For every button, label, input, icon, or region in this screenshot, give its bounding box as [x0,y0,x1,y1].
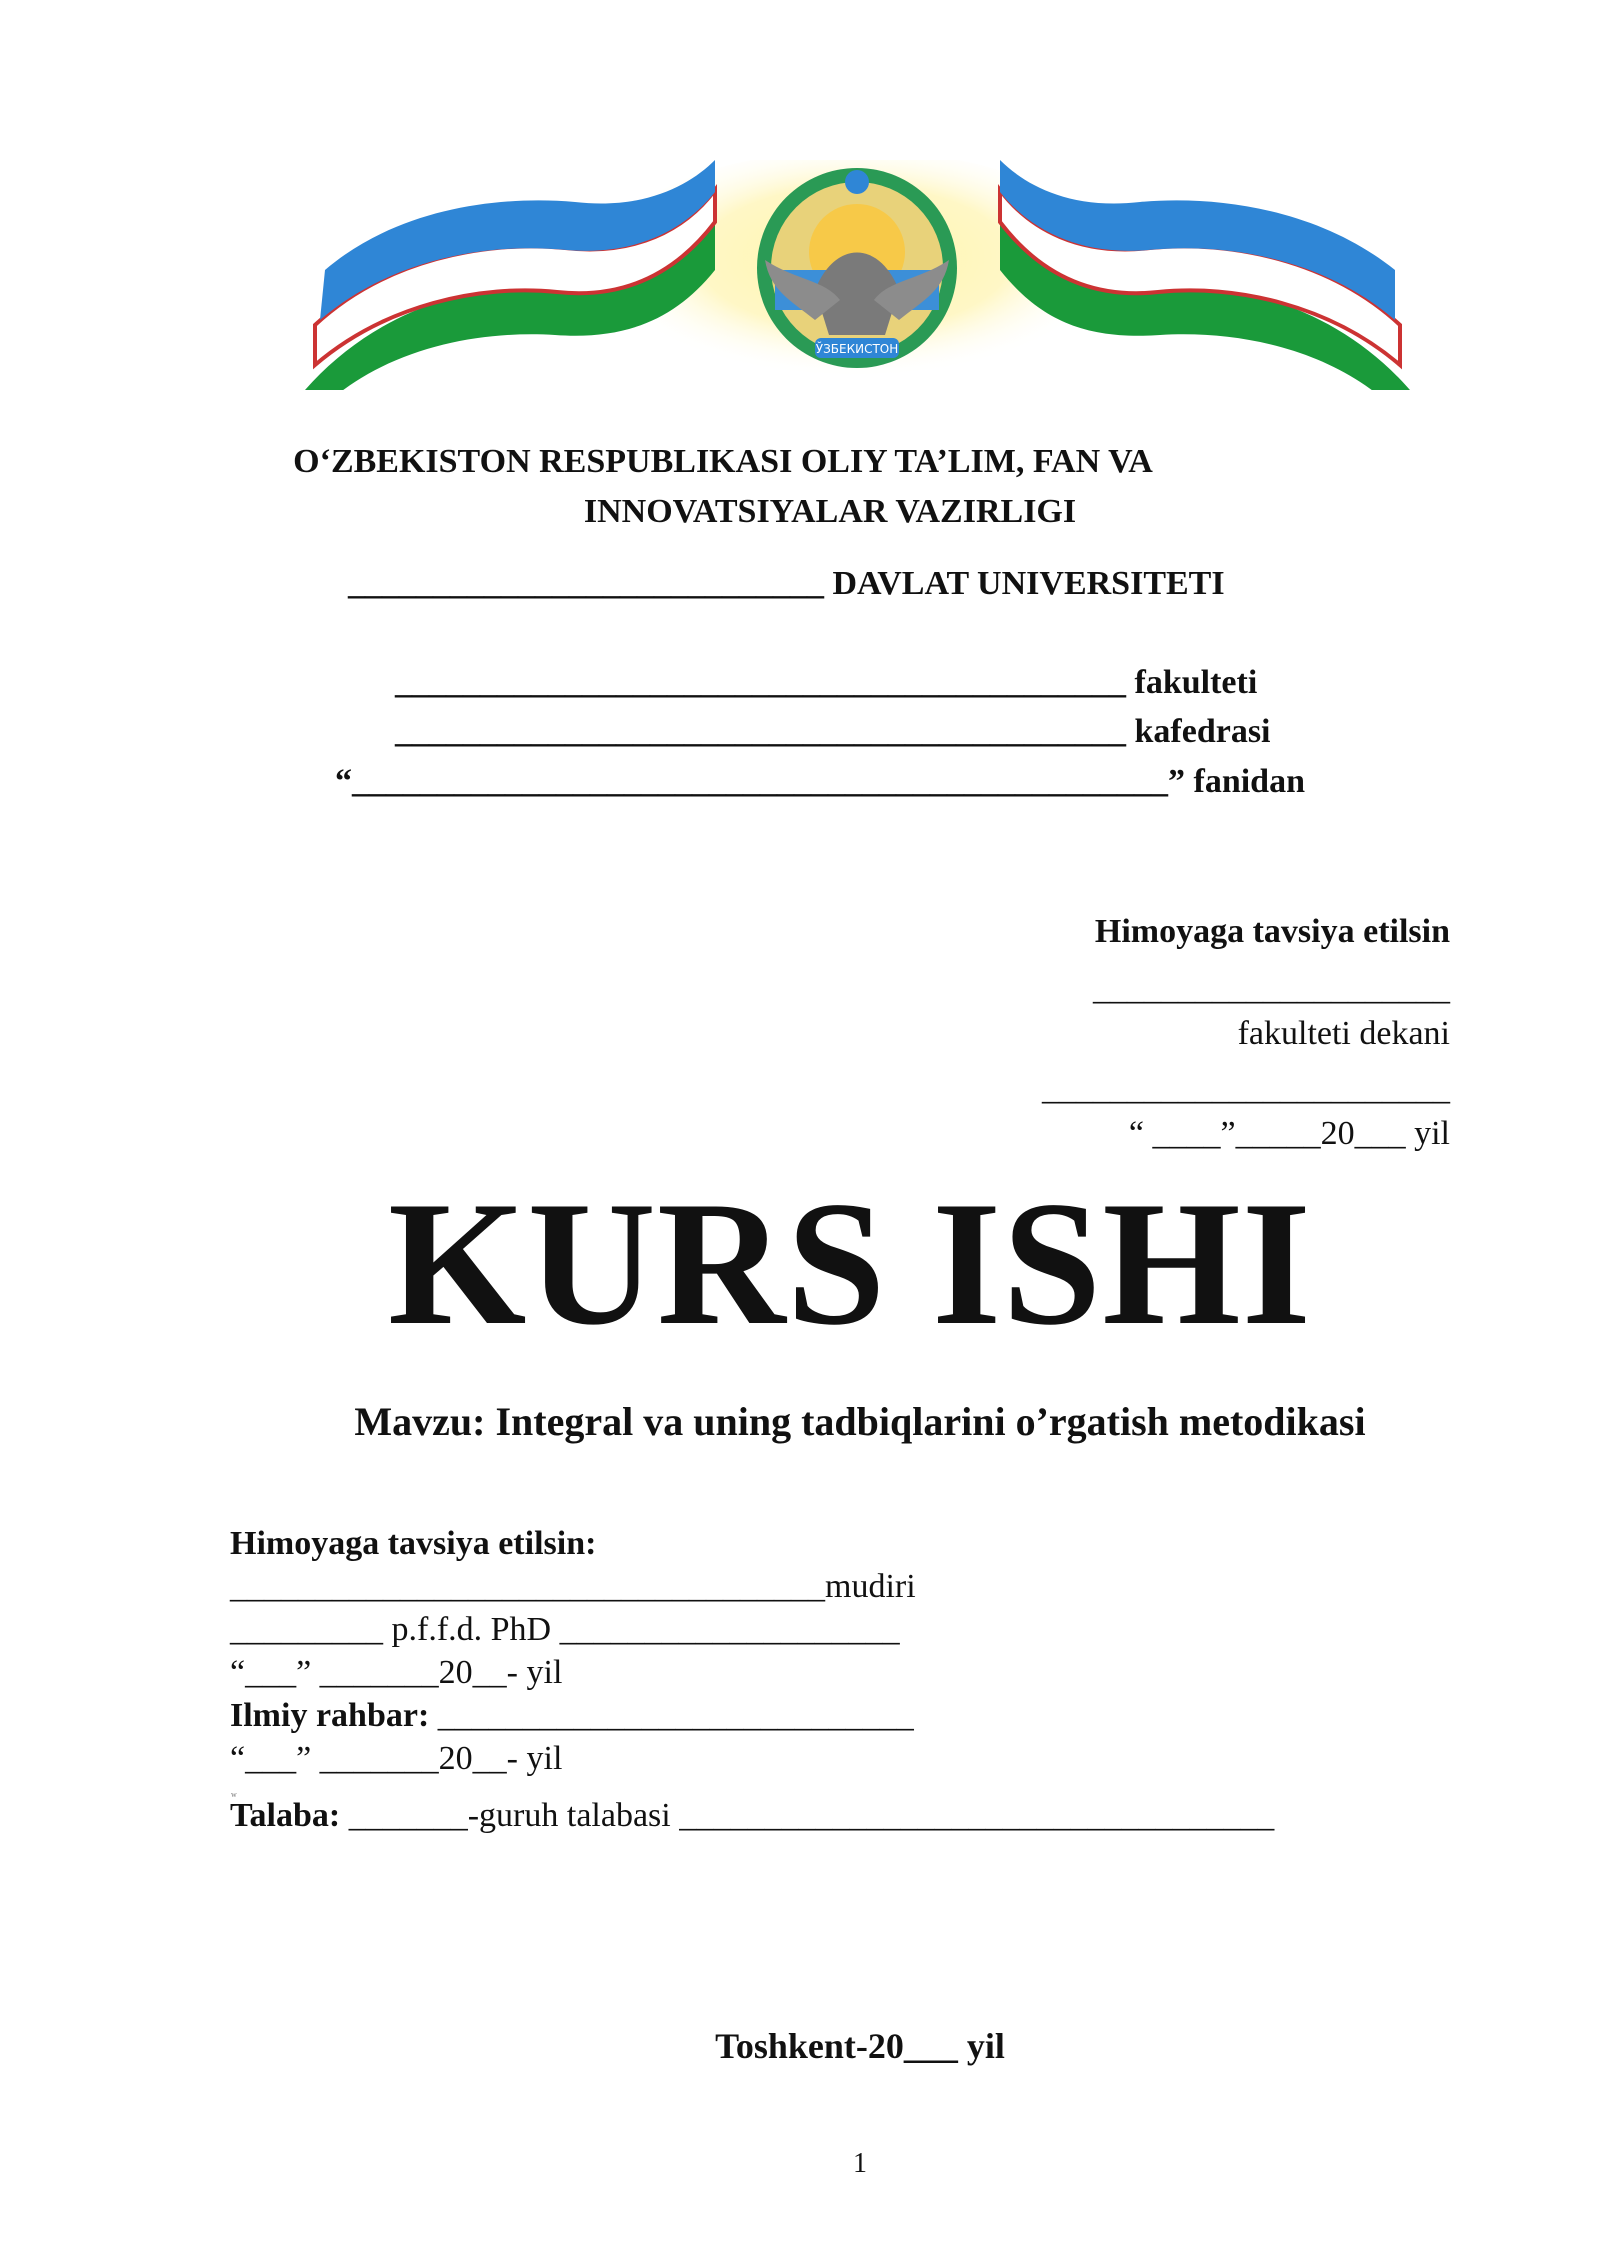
head-signature-line: ___________________________________mudiri [230,1568,916,1605]
head-approval-heading: Himoyaga tavsiya etilsin: [230,1525,597,1562]
tiny-mark: w [231,1790,237,1799]
university-line: ____________________________ DAVLAT UNIVERSITETI [348,565,1225,602]
ministry-line-2: INNOVATSIYALAR VAZIRLIGI [583,493,1077,530]
document-title: KURS ISHI [387,1164,1313,1362]
subject-line: “________________________________________________” fanidan [335,763,1305,800]
phd-line: _________ p.f.f.d. PhD ____________________ [230,1611,900,1648]
student-row [230,1797,1274,1835]
dean-name-line: ________________________ [1042,1070,1450,1107]
topic-line: Mavzu: Integral va uning tadbiqlarini o’rgatish metodikasi [354,1399,1366,1444]
right-flag-icon [1000,160,1410,390]
dean-approval-heading: Himoyaga tavsiya etilsin [1094,913,1450,950]
dean-date: “ ____”_____20___ yil [1128,1115,1450,1152]
dean-signature-line: _____________________ [1093,970,1450,1007]
city-year: Toshkent-20___ yil [715,2026,1005,2066]
ministry-line-1: O‘ZBEKISTON RESPUBLIKASI OLIY TA’LIM, FAN VA [293,443,1153,480]
student-line: _______-guruh talabasi ___________________________________ [340,1797,1275,1834]
supervisor-row [230,1697,914,1735]
supervisor-label: Ilmiy rahbar: [230,1697,430,1734]
head-date: “___” _______20__- yil [230,1654,563,1691]
coat-of-arms-icon [757,168,957,368]
page-number: 1 [853,2148,867,2179]
faculty-line: ___________________________________________ fakulteti [395,664,1258,701]
department-line: ___________________________________________ kafedrasi [395,713,1271,750]
dean-role: fakulteti dekani [1237,1015,1450,1052]
supervisor-date: “___” _______20__- yil [230,1740,563,1777]
emblem-label: ЎЗБЕКИСТОН [815,342,899,356]
student-label: Talaba: [230,1797,341,1834]
state-emblem-flags-image [295,160,1420,390]
supervisor-line: ____________________________ [429,1697,914,1734]
